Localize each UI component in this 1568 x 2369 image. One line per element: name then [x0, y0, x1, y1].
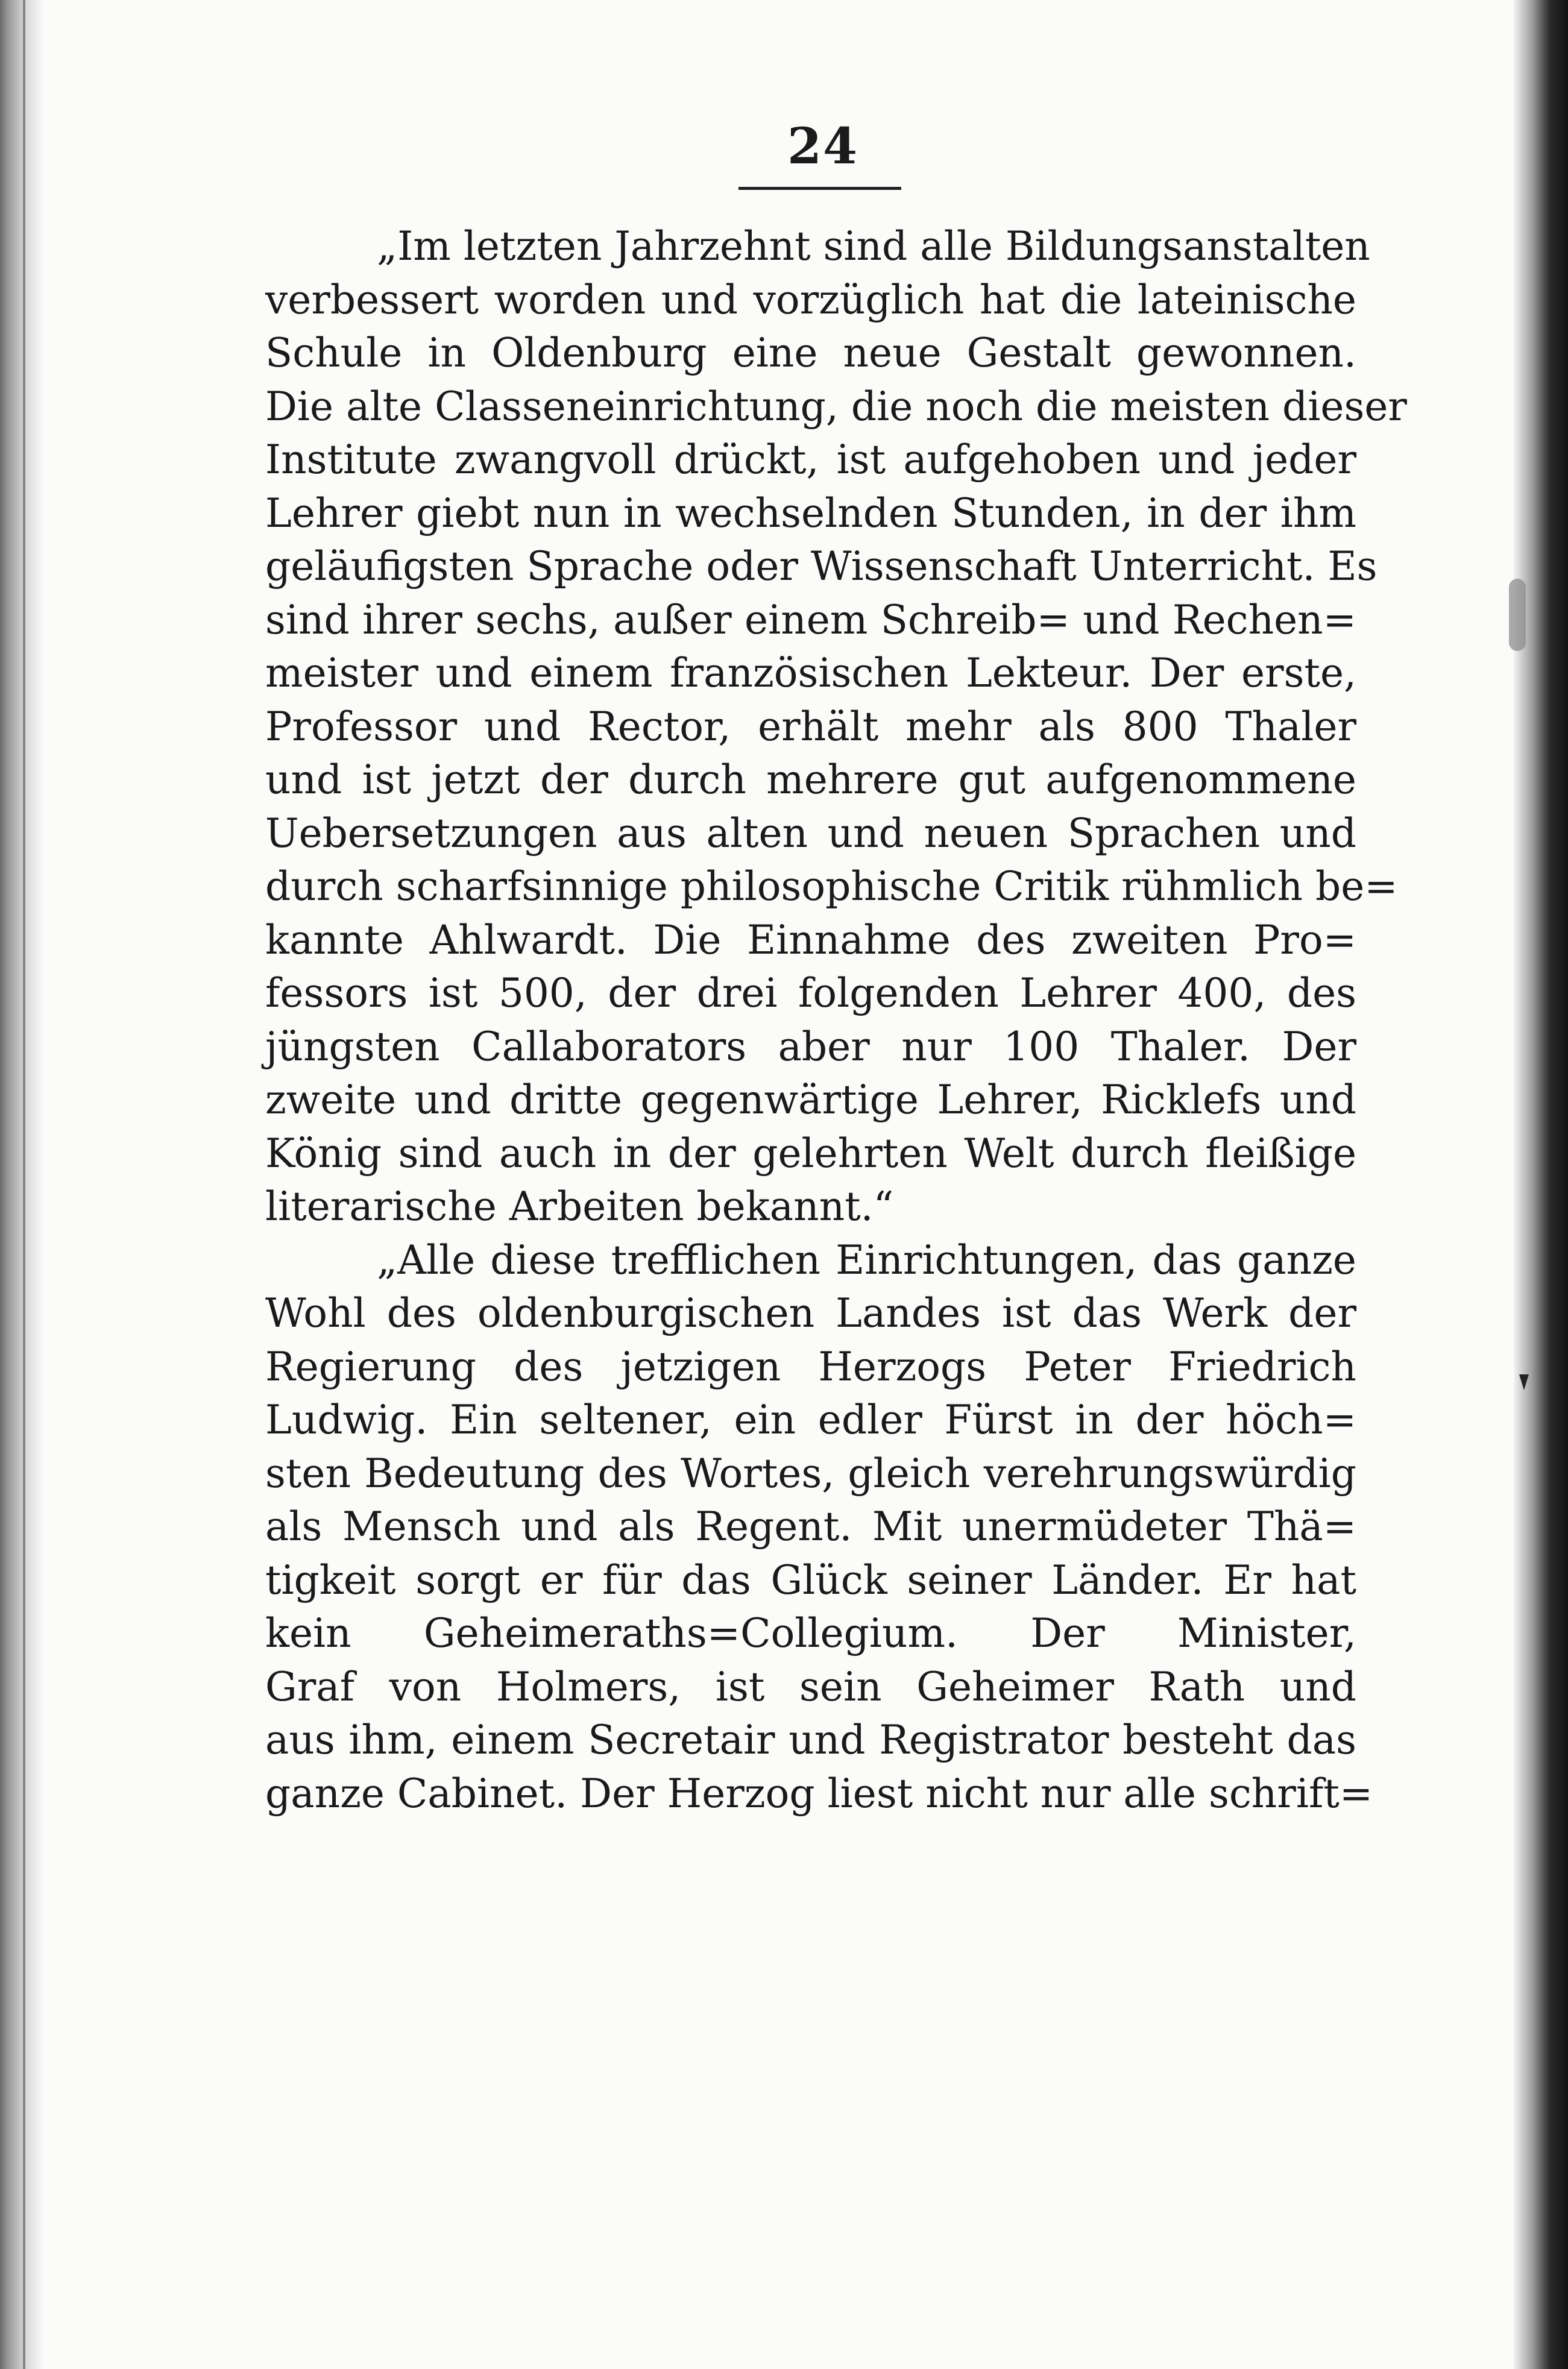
text-line: Uebersetzungen aus alten und neuen Sprachen und	[265, 810, 1356, 857]
text-line: jüngsten Callaborators aber nur 100 Thaler. Der	[265, 1023, 1356, 1070]
text-line: Professor und Rector, erhält mehr als 800 Thaler	[265, 703, 1356, 750]
text-line: Die alte Classeneinrichtung, die noch die meisten dieser	[265, 383, 1407, 430]
text-line: ganze Cabinet. Der Herzog liest nicht nur alle schrift=	[265, 1770, 1373, 1817]
text-line: meister und einem französischen Lekteur. Der erste,	[265, 650, 1356, 696]
text-line: Schule in Oldenburg eine neue Gestalt gewonnen.	[265, 330, 1356, 376]
page-edge-notch	[1509, 579, 1526, 651]
text-line: Ludwig. Ein seltener, ein edler Fürst in der höch=	[265, 1397, 1356, 1443]
margin-mark	[1519, 1374, 1529, 1390]
text-line: verbessert worden und vorzüglich hat die lateinische	[265, 276, 1356, 323]
text-line: durch scharfsinnige philosophische Critik rühmlich be=	[265, 863, 1398, 910]
binding-edge-line	[23, 0, 25, 2369]
text-line: Graf von Holmers, ist sein Geheimer Rath und	[265, 1663, 1356, 1710]
text-line: als Mensch und als Regent. Mit unermüdeter Thä=	[265, 1503, 1356, 1550]
text-line: kannte Ahlwardt. Die Einnahme des zweiten Pro=	[265, 916, 1356, 963]
text-line: zweite und dritte gegenwärtige Lehrer, Ricklefs und	[265, 1077, 1356, 1123]
text-line: tigkeit sorgt er für das Glück seiner Länder. Er hat	[265, 1556, 1356, 1603]
page-binding-shadow	[0, 0, 42, 2369]
page-number-rule	[738, 187, 901, 190]
text-line: sten Bedeutung des Wortes, gleich verehrungswürdig	[265, 1450, 1356, 1497]
text-line: und ist jetzt der durch mehrere gut aufgenommene	[265, 757, 1356, 803]
page-right-edge-shadow	[1514, 0, 1568, 2369]
text-line: Regierung des jetzigen Herzogs Peter Friedrich	[265, 1343, 1356, 1390]
text-line: aus ihm, einem Secretair und Registrator besteht das	[265, 1717, 1356, 1763]
text-line: kein Geheimeraths=Collegium. Der Minister,	[265, 1610, 1356, 1656]
text-line: Lehrer giebt nun in wechselnden Stunden, in der ihm	[265, 489, 1356, 536]
text-line: König sind auch in der gelehrten Welt durch fleißige	[265, 1130, 1356, 1177]
text-line: sind ihrer sechs, außer einem Schreib= und Rechen=	[265, 596, 1356, 643]
text-line: „Alle diese trefflichen Einrichtungen, das ganze	[377, 1236, 1356, 1283]
text-line: fessors ist 500, der drei folgenden Lehrer 400, des	[265, 970, 1356, 1016]
text-line: Institute zwangvoll drückt, ist aufgehoben und jeder	[265, 436, 1356, 483]
text-line: „Im letzten Jahrzehnt sind alle Bildungsanstalten	[377, 223, 1370, 269]
text-line: geläufigsten Sprache oder Wissenschaft Unterricht. Es	[265, 543, 1378, 590]
page-number: 24	[787, 118, 859, 175]
text-line: literarische Arbeiten bekannt.“	[265, 1183, 894, 1230]
body-text	[265, 220, 1407, 1820]
text-line: Wohl des oldenburgischen Landes ist das Werk der	[265, 1290, 1356, 1336]
